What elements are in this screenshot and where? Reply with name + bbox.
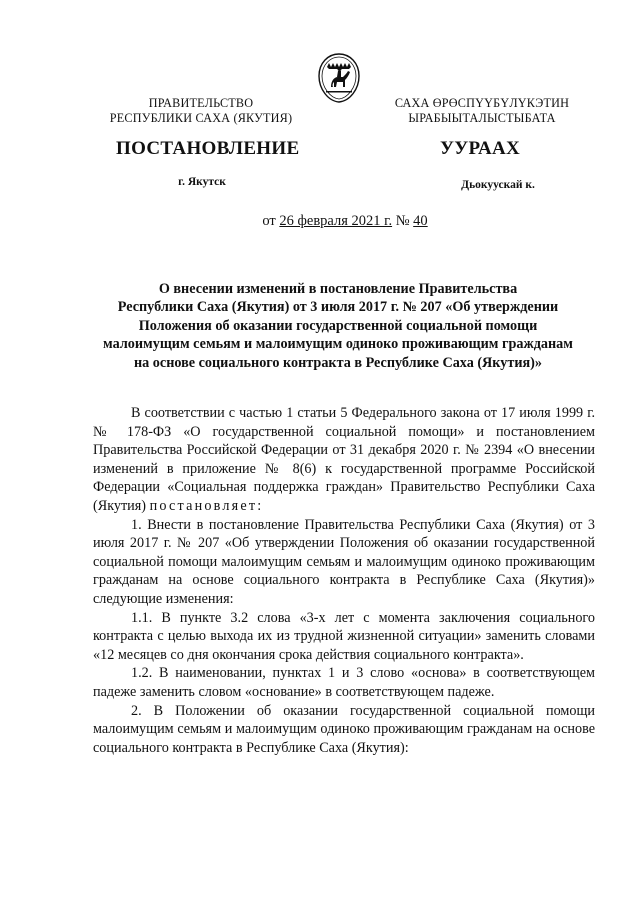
document-title bbox=[88, 280, 588, 372]
paragraph-item-2: 2. В Положении об оказании государственной социальной помощи малоимущим семьям и малоимущим одиноко проживающим гражданам на основе социального контракта в Республике Саха (Якутия): bbox=[93, 702, 595, 756]
government-name-ru-line1: ПРАВИТЕЛЬСТВО bbox=[148, 96, 254, 110]
document-date: 26 февраля 2021 г. bbox=[279, 213, 393, 229]
city-ru: г. Якутск bbox=[178, 176, 226, 188]
government-name-sah-line2: ЫРАБЫЫТАЛЫСТЫБАТА bbox=[408, 111, 556, 125]
paragraph-item-1-1: 1.1. В пункте 3.2 слова «3-х лет с момента заключения социального контракта с целью выхода их из трудной жизненной ситуации» заменить словами «12 месяцев со дня окончания срока действия социального контракта». bbox=[93, 609, 595, 663]
date-prefix: от bbox=[262, 213, 276, 229]
resolves-word: постановляет: bbox=[149, 497, 264, 514]
government-name-sah-line1: САХА ӨРӨСПҮҮБҮЛҮКЭТИН bbox=[394, 96, 570, 110]
coat-of-arms-emblem bbox=[317, 53, 361, 103]
government-name-ru bbox=[96, 96, 306, 126]
government-name-sah bbox=[376, 96, 588, 126]
doc-type-ru: ПОСТАНОВЛЕНИЕ bbox=[116, 138, 300, 159]
document-number: 40 bbox=[413, 213, 428, 229]
title-line: О внесении изменений в постановление Правительства bbox=[158, 281, 518, 297]
title-line: Республики Саха (Якутия) от 3 июля 2017 г. № 207 «Об утверждении bbox=[117, 299, 559, 316]
date-number-line bbox=[200, 213, 490, 230]
document-body bbox=[93, 404, 595, 757]
government-name-ru-line2: РЕСПУБЛИКИ САХА (ЯКУТИЯ) bbox=[109, 111, 293, 125]
title-line: малоимущим семьям и малоимущим одиноко проживающим гражданам bbox=[103, 336, 573, 353]
paragraph-item-1-2: 1.2. В наименовании, пунктах 1 и 3 слово «основа» в соответствующем падеже заменить словом «основание» в соответствующем падеже. bbox=[93, 665, 595, 700]
title-line: на основе социального контракта в Республике Саха (Якутия)» bbox=[133, 354, 543, 371]
city-sah: Дьокуускай к. bbox=[461, 179, 535, 191]
preamble-text: В соответствии с частью 1 статьи 5 Федерального закона от 17 июля 1999 г. № 178-ФЗ «О государственной социальной помощи» и постановлением Правительства Российской Федерации от 31 декабря 2020 г. № 2394 «О внесении изменений в приложение № 8(6) к государственной программе Российской Федерации «Социальная поддержка граждан» Правительство Республики Саха (Якутия) bbox=[93, 405, 595, 514]
number-prefix: № bbox=[395, 213, 410, 229]
doc-type-sah: УУРААХ bbox=[439, 138, 521, 159]
paragraph-item-1: 1. Внести в постановление Правительства Республики Саха (Якутия) от 3 июля 2017 г. № 207 «Об утверждении Положения об оказании государственной социальной помощи малоимущим семьям и малоимущим одиноко проживающим гражданам на основе социального контракта в Республике Саха (Якутия)» следующие изменения: bbox=[93, 516, 595, 607]
title-line: Положения об оказании государственной социальной помощи bbox=[138, 317, 538, 334]
paragraph-preamble bbox=[93, 404, 595, 516]
